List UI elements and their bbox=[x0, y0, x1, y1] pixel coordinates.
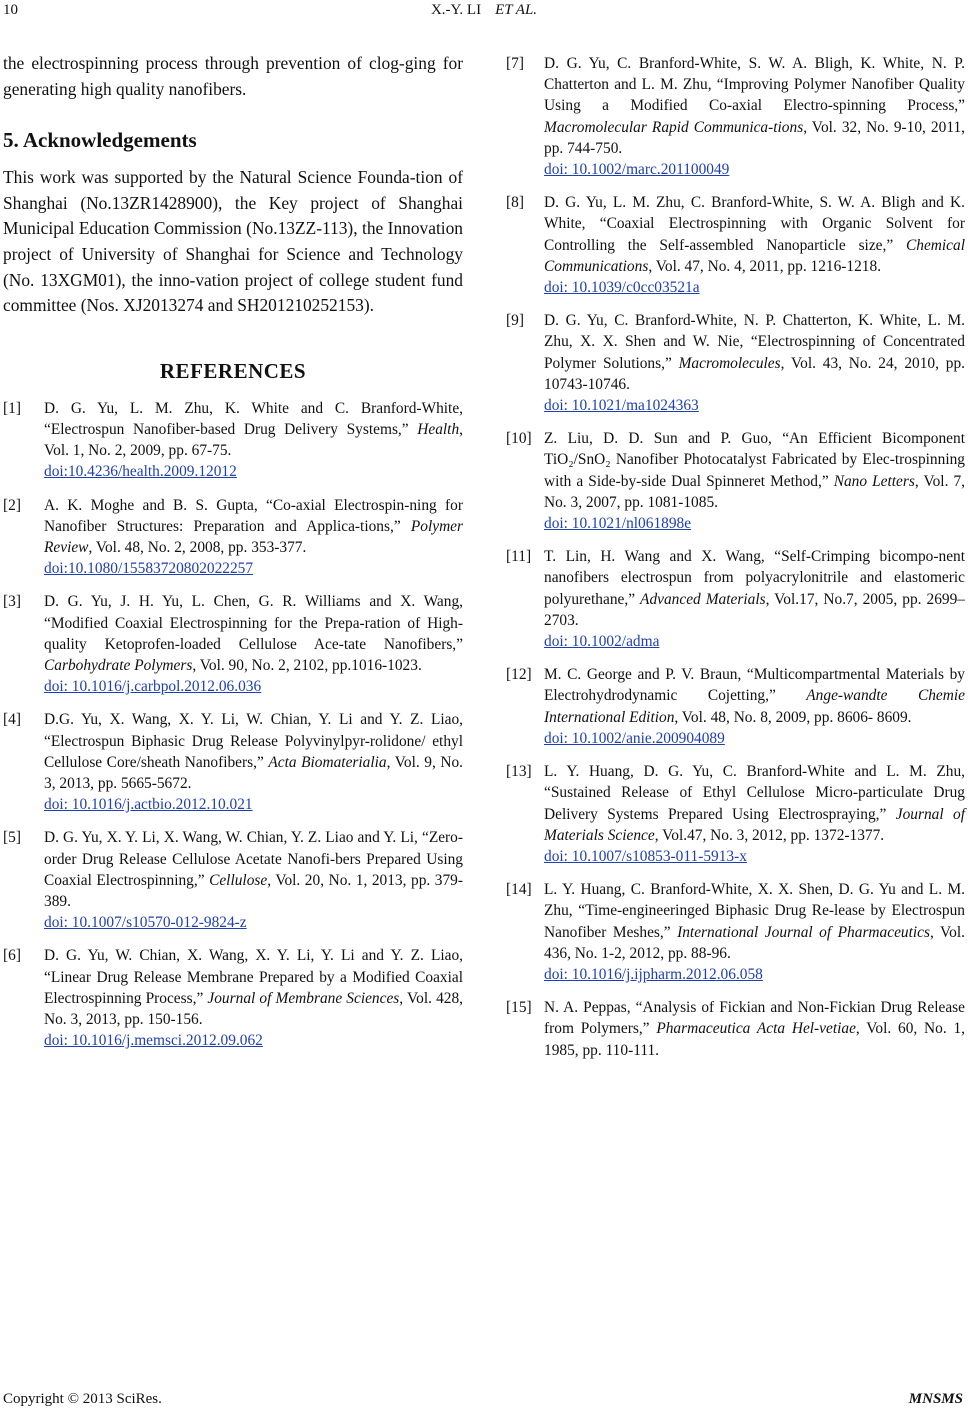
reference-number: [4] bbox=[3, 711, 21, 729]
reference-authors-title: D. G. Yu, W. Chian, X. Wang, X. Y. Li, Y. Li and Y. Z. Liao, “Linear Drug Release Membrane Prepared by a Modified Coaxial Electrospinning Process,” bbox=[44, 947, 463, 1007]
right-column bbox=[506, 53, 965, 1073]
reference-number: [15] bbox=[506, 999, 532, 1017]
reference-item bbox=[506, 761, 965, 867]
reference-item bbox=[506, 546, 965, 652]
reference-doi-link[interactable]: doi: 10.1016/j.memsci.2012.09.062 bbox=[44, 1032, 263, 1050]
reference-doi-link[interactable]: doi: 10.1021/nl061898e bbox=[544, 515, 692, 533]
reference-authors-title: M. C. George and P. V. Braun, “Multicompartmental Materials by Electrohydrodynamic Cojetting,” bbox=[544, 666, 965, 705]
reference-number: [5] bbox=[3, 829, 21, 847]
reference-details: , Vol.47, No. 3, 2012, pp. 1372-1377. bbox=[654, 826, 885, 844]
reference-item bbox=[506, 53, 965, 180]
reference-journal: Polymer Review bbox=[44, 517, 463, 556]
reference-list-right bbox=[506, 53, 965, 1061]
reference-authors-title: T. Lin, H. Wang and X. Wang, “Self-Crimping bicompo-nent nanofibers electrospun from polyacrylonitrile and elastomeric polyurethane,” bbox=[544, 548, 965, 608]
left-column bbox=[3, 51, 463, 1063]
reference-details: , Vol. 9, No. 3, 2013, pp. 5665-5672. bbox=[44, 753, 463, 792]
reference-number: [13] bbox=[506, 763, 532, 781]
reference-authors-title: D. G. Yu, L. M. Zhu, K. White and C. Branford-White, “Electrospun Nanofiber-based Drug Delivery Systems,” bbox=[44, 399, 463, 438]
reference-doi-link[interactable]: doi:10.4236/health.2009.12012 bbox=[44, 463, 237, 481]
reference-journal: Journal of Membrane Sciences bbox=[207, 989, 400, 1007]
reference-item bbox=[3, 827, 463, 933]
reference-doi-link[interactable]: doi: 10.1007/s10853-011-5913-x bbox=[544, 847, 747, 865]
reference-details: , Vol. 43, No. 24, 2010, pp. 10743-10746. bbox=[544, 354, 965, 393]
reference-details: Vol.17, No.7, 2005, pp. 2699–2703. bbox=[544, 590, 965, 629]
reference-doi-link[interactable]: doi: 10.1016/j.actbio.2012.10.021 bbox=[44, 796, 253, 814]
reference-item bbox=[506, 997, 965, 1061]
reference-authors-title: Z. Liu, D. D. Sun and P. Guo, “An Efficient Bicomponent TiO₂/SnO₂ Nanofiber Photocatalyst Fabricated by Elec-trospinning with a Side-by-side Dual Spinneret Method,” bbox=[544, 430, 965, 490]
reference-number: [1] bbox=[3, 399, 21, 417]
reference-journal: Journal of Materials Science bbox=[544, 805, 965, 844]
reference-item bbox=[506, 428, 965, 534]
reference-doi-link[interactable]: doi:10.1080/15583720802022257 bbox=[44, 560, 254, 578]
reference-authors-title: L. Y. Huang, D. G. Yu, C. Branford-White and L. M. Zhu, “Sustained Release of Ethyl Cellulose Micro-particulate Drug Delivery Systems Prepared Using Electrospraying,” bbox=[544, 763, 965, 823]
reference-authors-title: D. G. Yu, C. Branford-White, N. P. Chatterton, K. White, L. M. Zhu, X. X. Shen and W. Nie, “Electrospinning of Concentrated Polymer Solutions,” bbox=[544, 312, 965, 372]
reference-number: [9] bbox=[506, 312, 524, 330]
reference-journal: Health bbox=[417, 420, 460, 438]
reference-doi-link[interactable]: doi: 10.1016/j.carbpol.2012.06.036 bbox=[44, 678, 262, 696]
reference-authors-title: D.G. Yu, X. Wang, X. Y. Li, W. Chian, Y. Li and Y. Z. Liao, “Electrospun Biphasic Drug Release Polyvinylpyr-rolidone/ ethyl Cellulose Core/sheath Nanofibers,” bbox=[44, 711, 463, 771]
reference-number: [3] bbox=[3, 593, 21, 611]
reference-list-left bbox=[3, 398, 463, 1052]
reference-journal: Chemical Communications bbox=[544, 236, 965, 275]
reference-journal: Carbohydrate Polymers bbox=[44, 656, 193, 674]
reference-item bbox=[3, 945, 463, 1051]
reference-authors-title: D. G. Yu, L. M. Zhu, C. Branford-White, S. W. A. Bligh and K. White, “Coaxial Electrospinning with Organic Solvent for Controlling the Self-assembled Nanoparticle size,” bbox=[544, 194, 965, 254]
reference-doi-link[interactable]: doi: 10.1007/s10570-012-9824-z bbox=[44, 914, 247, 932]
reference-journal: Cellulose bbox=[209, 871, 268, 889]
header-et-al: ET AL. bbox=[495, 2, 538, 18]
reference-journal: Ange-wandte Chemie International Edition bbox=[544, 687, 965, 726]
header-author: X.-Y. LI bbox=[430, 2, 482, 18]
running-header bbox=[0, 2, 968, 19]
reference-authors-title: D. G. Yu, C. Branford-White, S. W. A. Bligh, K. White, N. P. Chatterton and L. M. Zhu, “Improving Polymer Nanofiber Quality Using a Modified Co-axial Electro-spinning Process,” bbox=[544, 55, 965, 115]
reference-number: [12] bbox=[506, 666, 532, 684]
reference-number: [10] bbox=[506, 430, 532, 448]
reference-number: [8] bbox=[506, 194, 524, 212]
reference-details: , Vol. 48, No. 8, 2009, pp. 8606- 8609. bbox=[674, 708, 912, 726]
reference-details: , Vol. 60, No. 1, 1985, pp. 110-111. bbox=[544, 1020, 965, 1059]
reference-item bbox=[3, 591, 463, 697]
reference-details: , Vol. 436, No. 1-2, 2012, pp. 88-96. bbox=[544, 923, 965, 962]
reference-number: [11] bbox=[506, 548, 532, 566]
reference-journal: International Journal of Pharmaceutics bbox=[677, 923, 930, 941]
reference-journal: Advanced Materials, bbox=[640, 590, 770, 608]
reference-authors-title: D. G. Yu, J. H. Yu, L. Chen, G. R. Williams and X. Wang, “Modified Coaxial Electrospinning for the Prepa-ration of High-quality Ketoprofen-loaded Cellulose Ace-tate Nanofibers,” bbox=[44, 593, 463, 653]
reference-details: , Vol. 7, No. 3, 2007, pp. 1081-1085. bbox=[544, 472, 966, 511]
reference-authors-title: D. G. Yu, X. Y. Li, X. Wang, W. Chian, Y. Z. Liao and Y. Li, “Zero-order Drug Release Cellulose Acetate Nanofi-bers Prepared Using Coaxial Electrospinning,” bbox=[44, 829, 463, 889]
reference-authors-title: N. A. Peppas, “Analysis of Fickian and Non-Fickian Drug Release from Polymers,” bbox=[544, 999, 965, 1038]
acknowledgements-text: This work was supported by the Natural Science Founda-tion of Shanghai (No.13ZR1428900), the Key project of Shanghai Municipal Education Commission (No.13ZZ-113), the Innovation project of University of Shanghai for Science and Technology (No. 13XGM01), the inno-vation project of college student fund committee (Nos. XJ2013274 and SH201210252153). bbox=[3, 167, 463, 316]
reference-item bbox=[3, 398, 463, 483]
reference-details: , Vol. 428, No. 3, 2013, pp. 150-156. bbox=[44, 989, 463, 1029]
reference-authors-title: L. Y. Huang, C. Branford-White, X. X. Shen, D. G. Yu and L. M. Zhu, “Time-engineeringed Biphasic Drug Re-lease by Electrospun Nanofiber Meshes,” bbox=[544, 881, 965, 941]
reference-details: , Vol. 1, No. 2, 2009, pp. 67-75. bbox=[44, 420, 463, 460]
reference-details: , Vol. 47, No. 4, 2011, pp. 1216-1218. bbox=[648, 257, 882, 275]
reference-doi-link[interactable]: doi: 10.1016/j.ijpharm.2012.06.058 bbox=[544, 965, 763, 983]
reference-number: [6] bbox=[3, 947, 21, 965]
reference-item bbox=[3, 709, 463, 815]
reference-item bbox=[506, 664, 965, 749]
reference-doi-link[interactable]: doi: 10.1002/anie.200904089 bbox=[544, 729, 725, 747]
reference-doi-link[interactable]: doi: 10.1002/adma bbox=[544, 633, 660, 651]
reference-doi-link[interactable]: doi: 10.1002/marc.201100049 bbox=[544, 161, 730, 179]
reference-details: , Vol. 32, No. 9-10, 2011, pp. 744-750. bbox=[544, 118, 965, 157]
reference-journal: Pharmaceutica Acta Hel-vetiae bbox=[656, 1020, 856, 1038]
reference-journal: Macromolecular Rapid Communica-tions bbox=[544, 118, 804, 136]
reference-authors-title: A. K. Moghe and B. S. Gupta, “Co‐axial Electrospin-ning for Nanofiber Structures: Preparation and Applica-tions,” bbox=[44, 496, 463, 535]
reference-journal: Nano Letters bbox=[833, 472, 915, 490]
page-number: 10 bbox=[3, 2, 18, 18]
footer-copyright: Copyright © 2013 SciRes. bbox=[3, 1391, 162, 1407]
reference-item bbox=[506, 879, 965, 985]
reference-number: [7] bbox=[506, 55, 524, 72]
reference-number: [14] bbox=[506, 881, 532, 899]
reference-doi-link[interactable]: doi: 10.1039/c0cc03521a bbox=[544, 279, 700, 297]
reference-journal: Acta Biomaterialia bbox=[268, 753, 387, 771]
reference-item bbox=[506, 310, 965, 416]
reference-doi-link[interactable]: doi: 10.1021/ma1024363 bbox=[544, 397, 699, 415]
reference-number: [2] bbox=[3, 496, 21, 514]
acknowledgements-heading: 5. Acknowledgements bbox=[3, 128, 197, 153]
reference-details: , Vol. 90, No. 2, 2102, pp.1016-1023. bbox=[192, 656, 422, 674]
reference-details: , Vol. 48, No. 2, 2008, pp. 353‐377. bbox=[88, 538, 307, 556]
intro-paragraph: the electrospinning process through prevention of clog-ging for generating high quality nanofibers. bbox=[3, 53, 463, 99]
reference-details: , Vol. 20, No. 1, 2013, pp. 379-389. bbox=[44, 871, 463, 911]
footer-journal-abbrev: MNSMS bbox=[908, 1391, 963, 1407]
reference-item bbox=[506, 192, 965, 298]
references-heading: REFERENCES bbox=[159, 358, 307, 383]
reference-item bbox=[3, 495, 463, 580]
reference-journal: Macromolecules bbox=[678, 354, 781, 372]
